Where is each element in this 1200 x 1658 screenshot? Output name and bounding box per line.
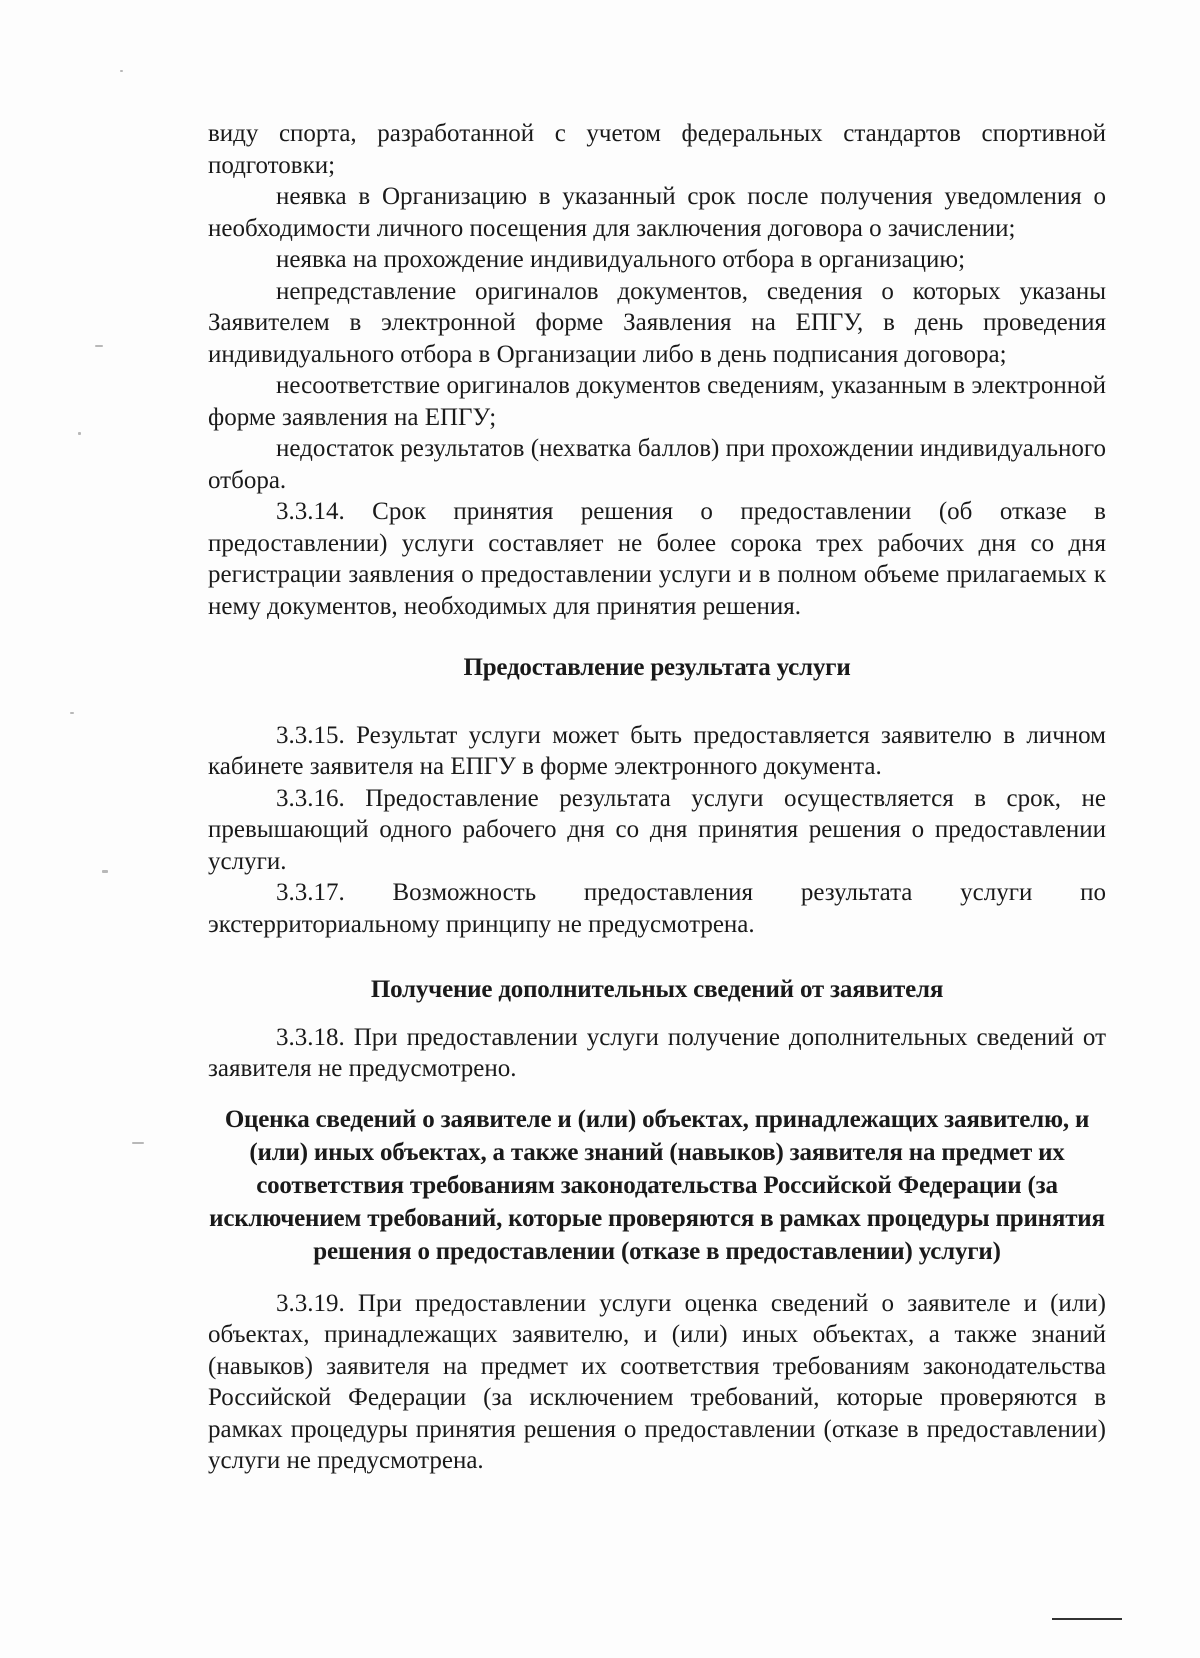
document-body (208, 118, 1106, 1477)
scan-speck (120, 70, 123, 72)
section-heading: Получение дополнительных сведений от заявителя (370, 976, 944, 1003)
paragraph: неявка на прохождение индивидуального отбора в организацию; (276, 246, 966, 273)
paragraph: 3.3.14. Срок принятия решения о предоставлении (об отказе в предоставлении) услуги составляет не более сорока трех рабочих дня со дня регистрации заявления о предоставлении услуги и в полном объеме прилагаемых к нему документов, необходимых для принятия решения. (208, 498, 1106, 620)
paragraph: неявка в Организацию в указанный срок после получения уведомления о необходимости личного посещения для заключения договора о зачислении; (208, 183, 1106, 242)
scan-speck (132, 1142, 144, 1144)
footer-rule (1052, 1618, 1122, 1620)
paragraph: непредставление оригиналов документов, сведения о которых указаны Заявителем в электронной форме Заявления на ЕПГУ, в день проведения индивидуального отбора в Организации либо в день подписания договора; (208, 277, 1106, 368)
scan-speck (102, 870, 108, 873)
scan-speck (70, 712, 74, 714)
section-heading: Оценка сведений о заявителе и (или) объектах, принадлежащих заявителю, и (или) иных объектах, а также знаний (навыков) заявителя на предмет их соответствия требованиям законодательства Российской Федерации (за исключением требований, которые проверяются в рамках процедуры принятия решения о предоставлении (отказе в предоставлении) услуги) (209, 1105, 1105, 1265)
paragraph: 3.3.19. При предоставлении услуги оценка сведений о заявителе и (или) объектах, принадлежащих заявителю, и (или) иных объектах, а также знаний (навыков) заявителя на предмет их соответствия требованиям законодательства Российской Федерации (за исключением требований, которые проверяются в рамках процедуры принятия решения о предоставлении (отказе в предоставлении) услуги не предусмотрена. (208, 1289, 1106, 1474)
scan-speck (78, 432, 81, 435)
scan-speck (95, 345, 103, 347)
paragraph: 3.3.16. Предоставление результата услуги осуществляется в срок, не превышающий одного рабочего дня со дня принятия решения о предоставлении услуги. (208, 784, 1106, 875)
paragraph: виду спорта, разработанной с учетом федеральных стандартов спортивной подготовки; (208, 120, 1106, 179)
paragraph: 3.3.18. При предоставлении услуги получение дополнительных сведений от заявителя не предусмотрено. (208, 1023, 1106, 1082)
paragraph: несоответствие оригиналов документов сведениям, указанным в электронной форме заявления на ЕПГУ; (208, 372, 1106, 431)
paragraph: 3.3.15. Результат услуги может быть предоставляется заявителю в личном кабинете заявителя на ЕПГУ в форме электронного документа. (208, 721, 1106, 780)
paragraph: недостаток результатов (нехватка баллов) при прохождении индивидуального отбора. (208, 435, 1106, 494)
section-heading: Предоставление результата услуги (463, 654, 851, 681)
paragraph: 3.3.17. Возможность предоставления результата услуги по экстерриториальному принципу не предусмотрена. (208, 879, 1106, 938)
